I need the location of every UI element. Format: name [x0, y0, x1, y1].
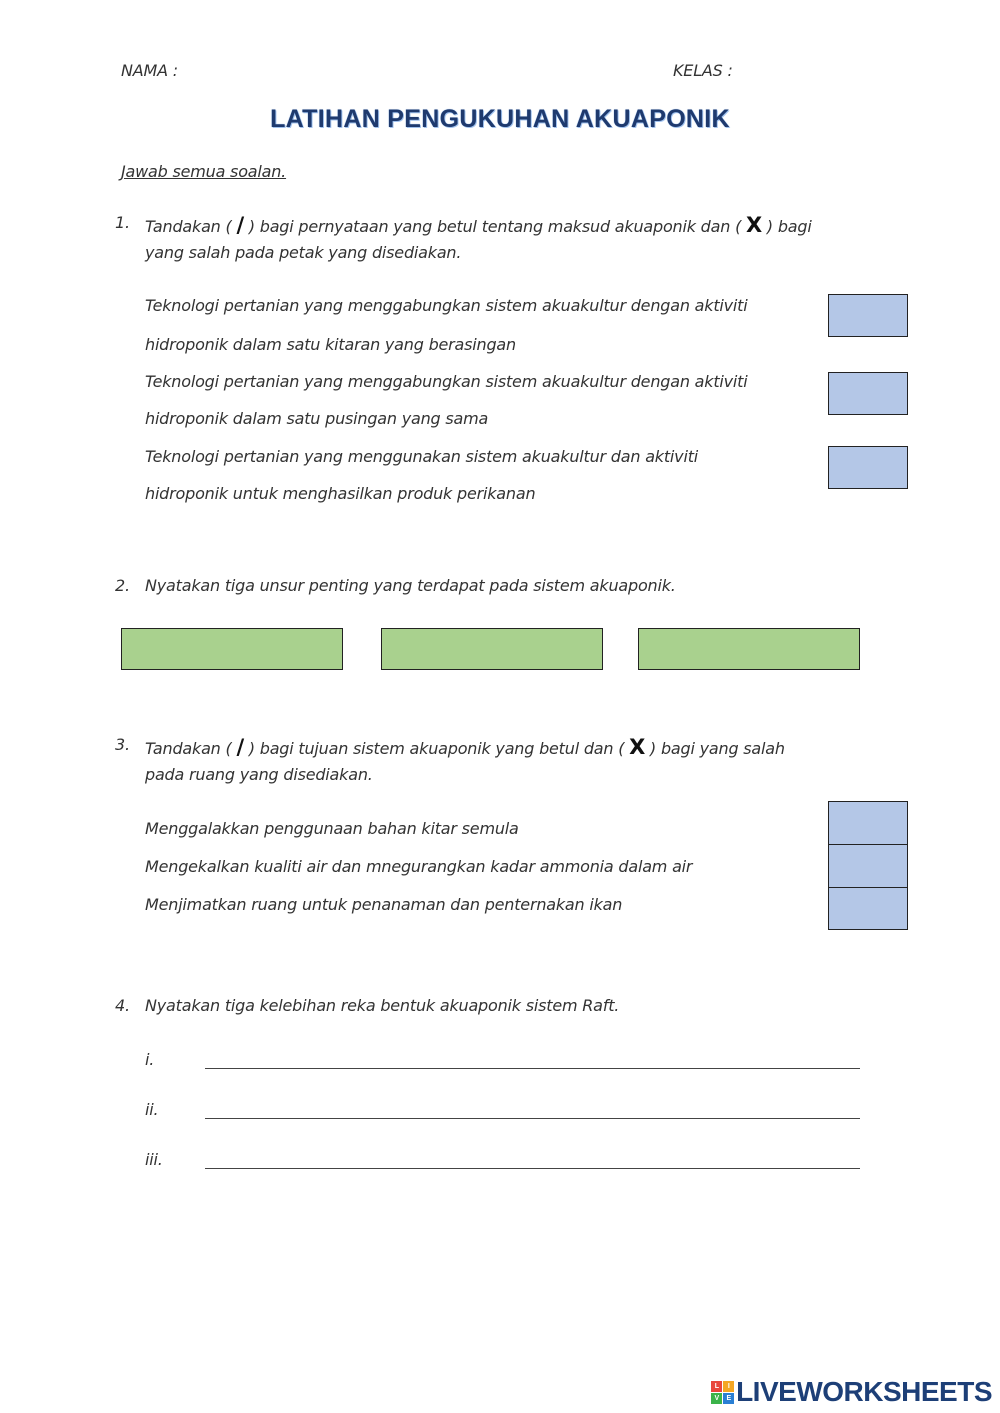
q3-answer-box-2[interactable]: [828, 844, 908, 888]
instruction: Jawab semua soalan.: [121, 162, 287, 181]
tick-symbol: /: [236, 735, 244, 759]
q1-statement-1-line2: hidroponik dalam satu kitaran yang berasingan: [145, 335, 516, 354]
q1-answer-box-3[interactable]: [828, 446, 908, 489]
q4-answer-line-1[interactable]: [205, 1068, 860, 1069]
q3-text-part3: ) bagi yang salah: [650, 739, 785, 758]
cross-symbol: X: [746, 213, 763, 237]
logo-letter-l: L: [711, 1381, 722, 1392]
q4-number: 4.: [115, 996, 130, 1015]
page-title: LATIHAN PENGUKUHAN AKUAPONIK: [270, 105, 730, 133]
logo-letter-v: V: [711, 1393, 722, 1404]
q1-text-part2: ) bagi pernyataan yang betul tentang maksud akuaponik dan (: [248, 217, 742, 236]
q1-statement-2-line1: Teknologi pertanian yang menggabungkan sistem akuakultur dengan aktiviti: [145, 372, 748, 391]
q1-statement-1-line1: Teknologi pertanian yang menggabungkan sistem akuakultur dengan aktiviti: [145, 296, 748, 315]
q1-text-part1: Tandakan (: [145, 217, 232, 236]
q1-question-line2: yang salah pada petak yang disediakan.: [145, 243, 462, 262]
q1-statement-2-line2: hidroponik dalam satu pusingan yang sama: [145, 409, 489, 428]
q4-answer-line-3[interactable]: [205, 1168, 860, 1169]
q2-answer-box-2[interactable]: [381, 628, 603, 670]
q3-text-part2: ) bagi tujuan sistem akuaponik yang betul dan (: [248, 739, 625, 758]
tick-symbol: /: [236, 213, 244, 237]
q4-question: Nyatakan tiga kelebihan reka bentuk akuaponik sistem Raft.: [145, 996, 620, 1015]
liveworksheets-logo-text: LIVEWORKSHEETS: [736, 1376, 992, 1407]
logo-letter-i: I: [723, 1381, 734, 1392]
q4-item-iii-label: iii.: [145, 1150, 163, 1169]
q1-answer-box-2[interactable]: [828, 372, 908, 415]
q3-statement-2: Mengekalkan kualiti air dan mnegurangkan kadar ammonia dalam air: [145, 857, 693, 876]
q1-question: [145, 213, 812, 237]
q2-question: Nyatakan tiga unsur penting yang terdapat pada sistem akuaponik.: [145, 576, 676, 595]
q1-number: 1.: [115, 213, 130, 232]
q2-answer-box-1[interactable]: [121, 628, 343, 670]
q3-number: 3.: [115, 735, 130, 754]
q1-statement-3-line1: Teknologi pertanian yang menggunakan sistem akuakultur dan aktiviti: [145, 447, 699, 466]
q3-text-part1: Tandakan (: [145, 739, 232, 758]
cross-symbol: X: [629, 735, 646, 759]
liveworksheets-logo[interactable]: [711, 1376, 992, 1408]
q3-question: [145, 735, 785, 759]
name-label: NAMA :: [121, 61, 178, 80]
q3-answer-box-1[interactable]: [828, 801, 908, 845]
q2-answer-box-3[interactable]: [638, 628, 860, 670]
q3-question-line2: pada ruang yang disediakan.: [145, 765, 373, 784]
liveworksheets-logo-icon: [711, 1381, 734, 1404]
q3-statement-3: Menjimatkan ruang untuk penanaman dan penternakan ikan: [145, 895, 623, 914]
q3-statement-1: Menggalakkan penggunaan bahan kitar semula: [145, 819, 519, 838]
logo-letter-e: E: [723, 1393, 734, 1404]
q1-statement-3-line2: hidroponik untuk menghasilkan produk perikanan: [145, 484, 536, 503]
q4-answer-line-2[interactable]: [205, 1118, 860, 1119]
q1-text-part3: ) bagi: [766, 217, 812, 236]
q4-item-i-label: i.: [145, 1050, 155, 1069]
q1-answer-box-1[interactable]: [828, 294, 908, 337]
q2-number: 2.: [115, 576, 130, 595]
q4-item-ii-label: ii.: [145, 1100, 159, 1119]
class-label: KELAS :: [673, 61, 733, 80]
q3-answer-box-3[interactable]: [828, 887, 908, 930]
